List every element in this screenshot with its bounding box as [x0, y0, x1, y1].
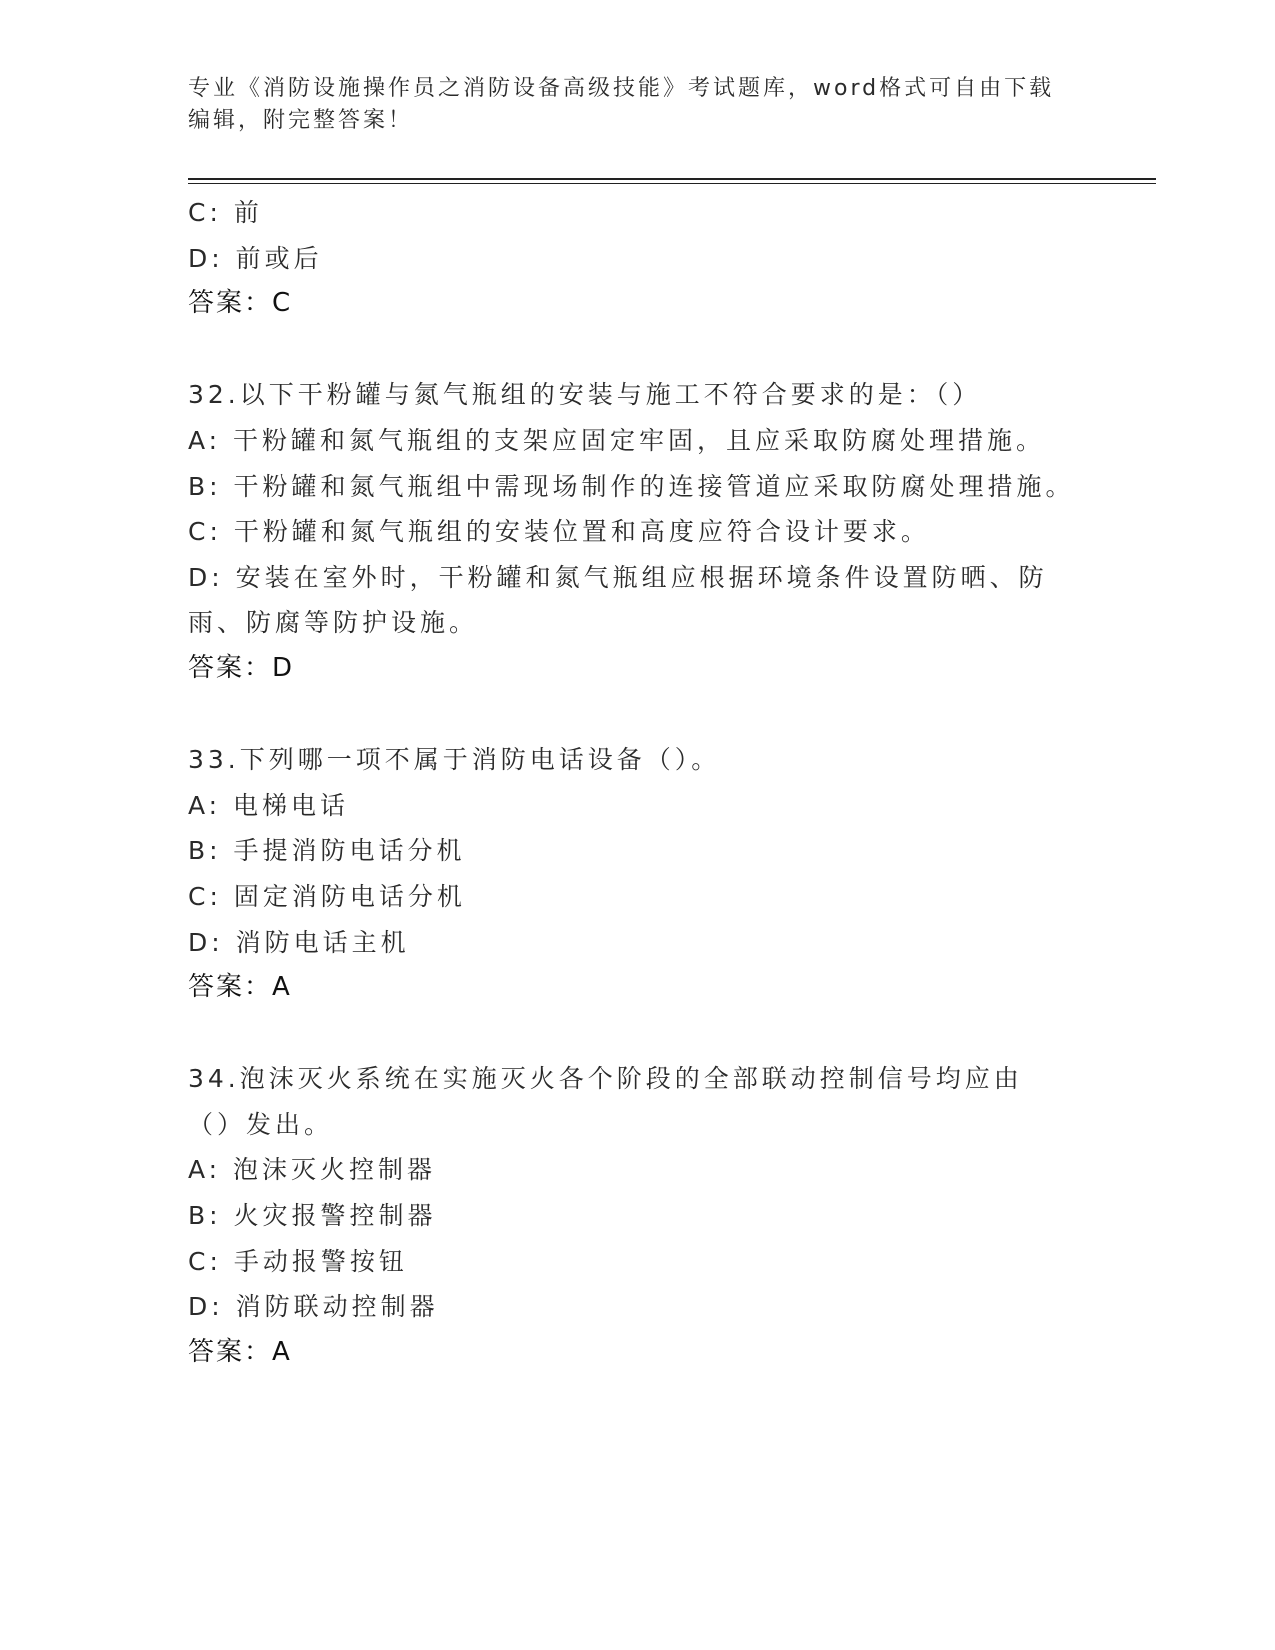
spacer — [188, 692, 1088, 738]
option-a: A: 干粉罐和氮气瓶组的支架应固定牢固，且应采取防腐处理措施。 — [188, 425, 1046, 455]
option-c: C: 手动报警按钮 — [188, 1246, 408, 1276]
option-a: A: 泡沫灭火控制器 — [188, 1155, 437, 1185]
option-b: B: 手提消防电话分机 — [188, 836, 466, 866]
question-34 — [188, 1056, 1088, 1375]
question-stem: 32.以下干粉罐与氮气瓶组的安装与施工不符合要求的是：（） — [188, 380, 982, 410]
option-a: A: 电梯电话 — [188, 790, 350, 820]
answer-line: 答案：D — [188, 652, 295, 683]
answer-line: 答案：A — [188, 1336, 292, 1367]
question-33 — [188, 737, 1088, 1011]
previous-question-tail — [188, 190, 1088, 327]
question-stem: 33.下列哪一项不属于消防电话设备（）。 — [188, 745, 721, 775]
question-stem: 34.泡沫灭火系统在实施灭火各个阶段的全部联动控制信号均应由（）发出。 — [188, 1064, 1023, 1139]
answer-line: 答案：C — [188, 288, 293, 319]
option-d: D: 前或后 — [188, 243, 323, 273]
header-rule-thin — [188, 183, 1156, 184]
option-d: D: 安装在室外时，干粉罐和氮气瓶组应根据环境条件设置防晒、防雨、防腐等防护设施。 — [188, 562, 1048, 638]
header-rule-thick — [188, 178, 1156, 180]
question-content — [188, 190, 1088, 1375]
spacer — [188, 1011, 1088, 1057]
question-32 — [188, 372, 1088, 691]
option-c: C: 干粉罐和氮气瓶组的安装位置和高度应符合设计要求。 — [188, 517, 930, 547]
answer-line: 答案：A — [188, 972, 292, 1003]
option-b: B: 火灾报警控制器 — [188, 1201, 437, 1231]
document-header: 专业《消防设施操作员之消防设备高级技能》考试题库，word格式可自由下载编辑，附完整答案！ — [188, 76, 1055, 133]
spacer — [188, 327, 1088, 373]
option-c: C: 固定消防电话分机 — [188, 881, 466, 911]
option-d: D: 消防电话主机 — [188, 927, 410, 957]
option-c: C: 前 — [188, 198, 263, 227]
option-d: D: 消防联动控制器 — [188, 1292, 439, 1322]
option-b: B: 干粉罐和氮气瓶组中需现场制作的连接管道应采取防腐处理措施。 — [188, 471, 1075, 501]
